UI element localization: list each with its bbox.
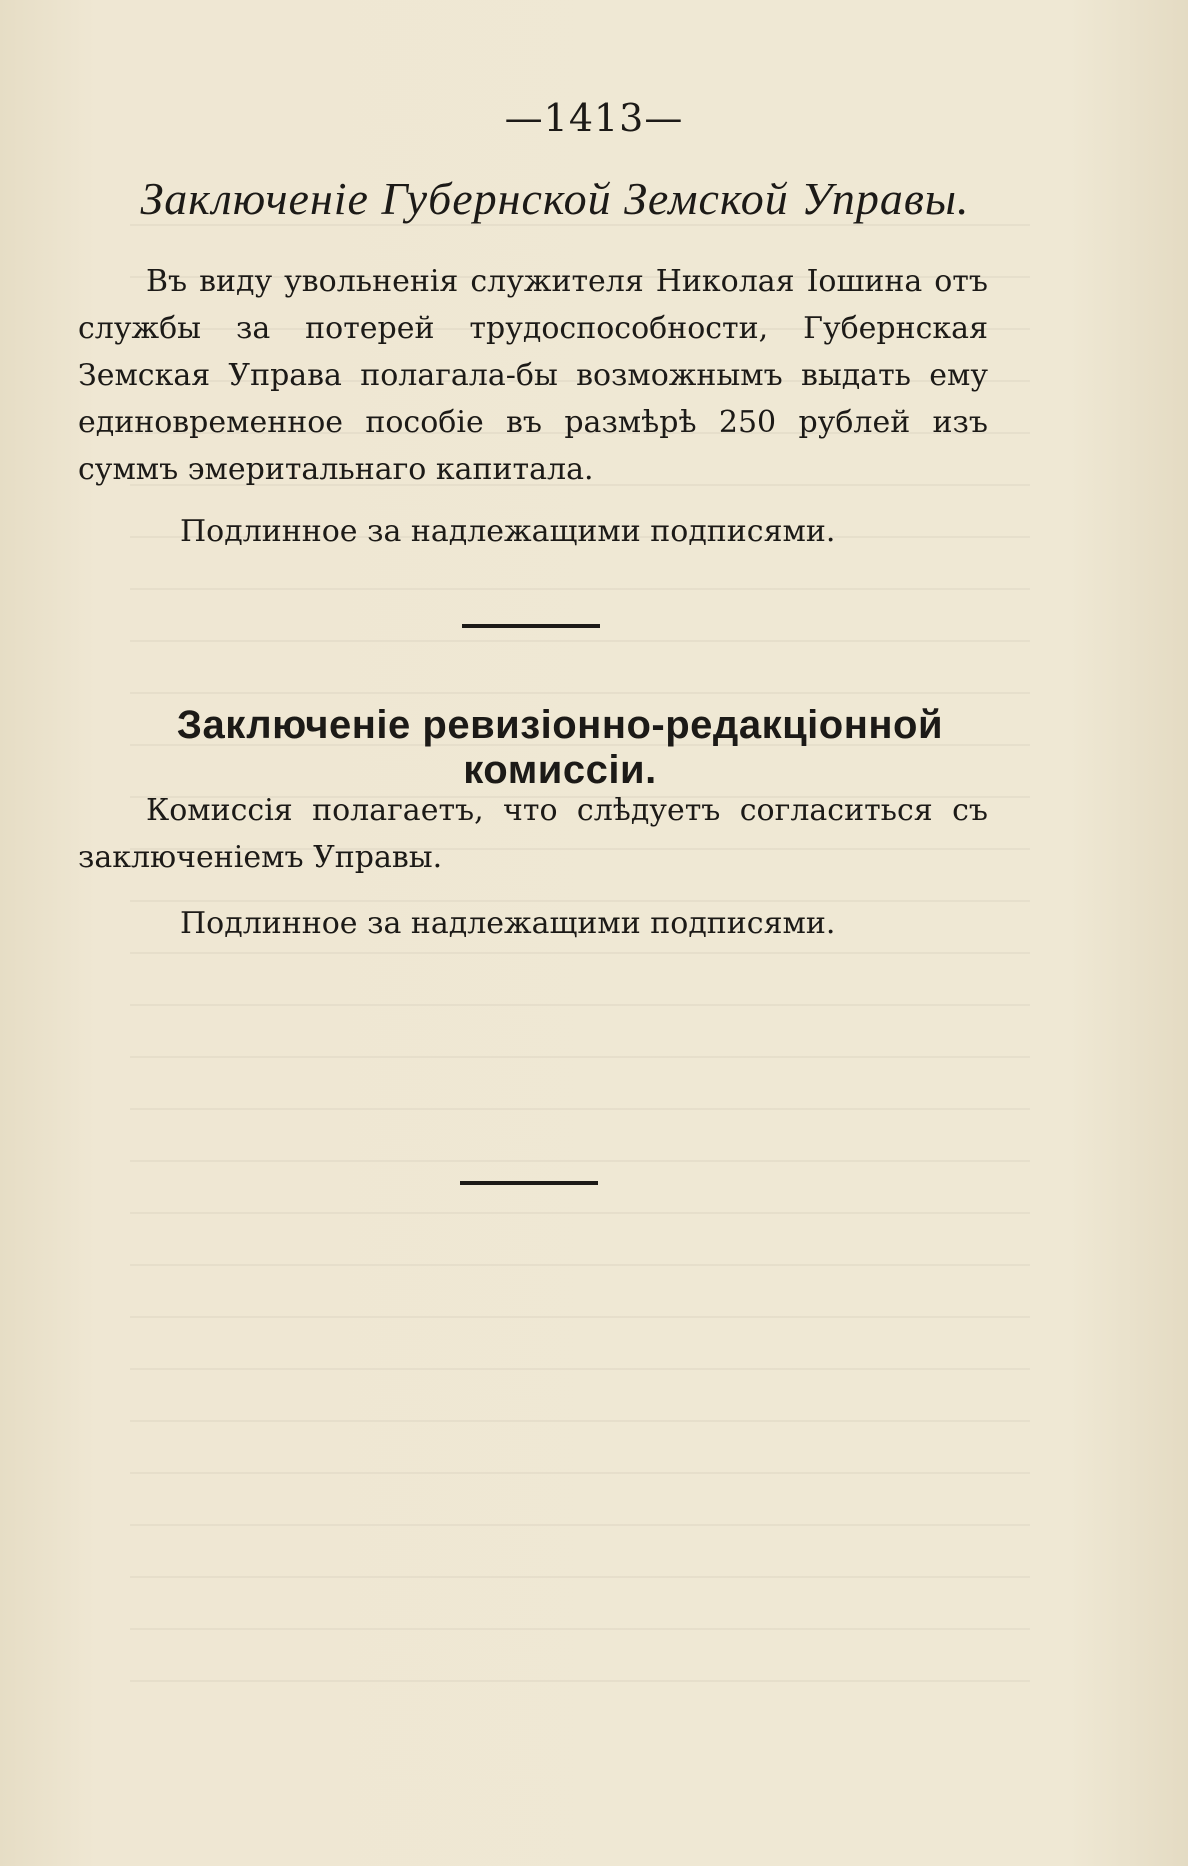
signature-note-1: Подлинное за надлежащими подписями. xyxy=(180,514,836,549)
page-number: —1413— xyxy=(504,96,684,140)
revision-commission-conclusion-heading: Заключенiе ревизiонно-редакцiонной комиссiи. xyxy=(176,703,944,792)
section-divider-2 xyxy=(460,1181,598,1185)
revision-commission-conclusion-text: Комиссiя полагаетъ, что слѣдуетъ согласиться съ заключенiемъ Управы. xyxy=(78,793,988,875)
section-divider-1 xyxy=(462,624,600,628)
gubernia-board-conclusion-text: Въ виду увольненiя служителя Николая Iошина отъ службы за потерей трудоспособности, Губернская Земская Управа полагала-бы возможнымъ выдать ему единовременное пособiе въ размѣрѣ 250 рублей изъ суммъ эмеритальнаго капитала. xyxy=(78,264,988,487)
gubernia-board-conclusion-heading: Заключенiе Губернской Земской Управы. xyxy=(140,173,970,224)
signature-note-2: Подлинное за надлежащими подписями. xyxy=(180,906,836,941)
